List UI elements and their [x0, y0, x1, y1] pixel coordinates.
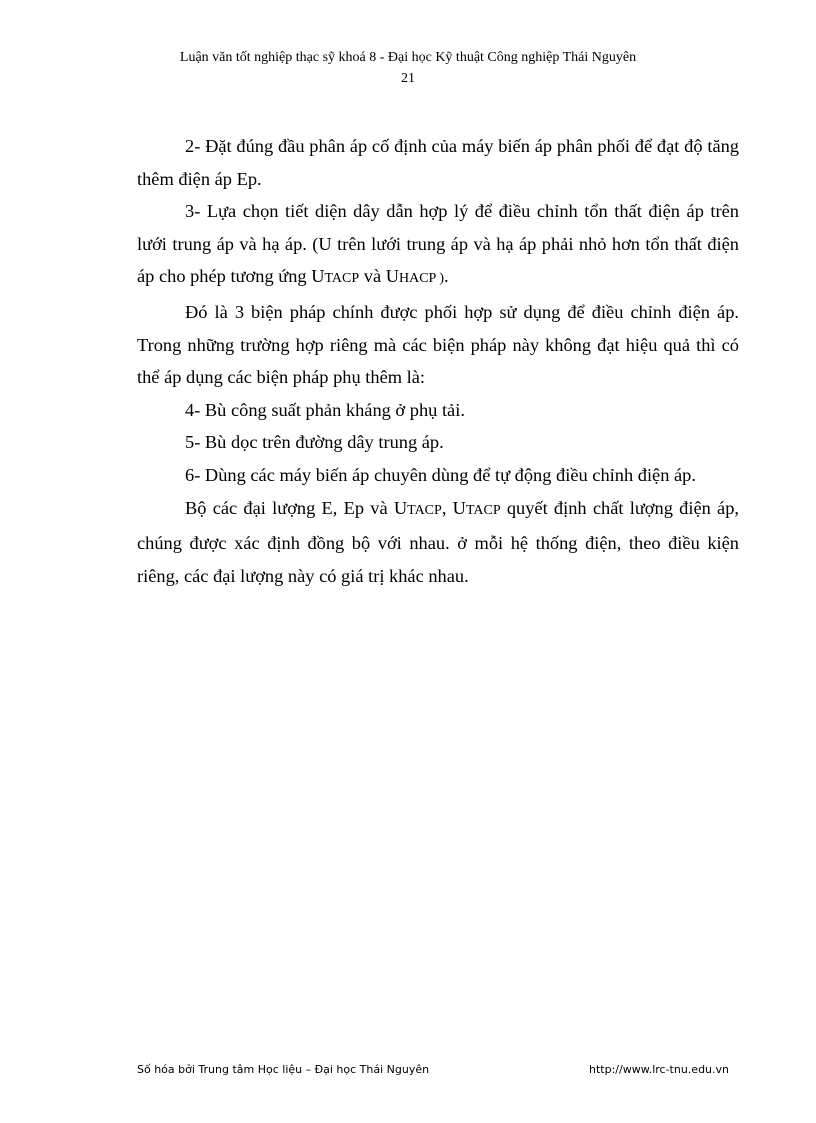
footer-url[interactable]: http://www.lrc-tnu.edu.vn: [589, 1063, 729, 1076]
paragraph-2-end: .: [444, 266, 449, 287]
footer-source: Số hóa bởi Trung tâm Học liệu – Đại học Thái Nguyên: [137, 1063, 430, 1076]
u-subscript: TACP: [407, 502, 442, 518]
u-subscript: TACP: [324, 271, 360, 287]
conjunction: và: [359, 266, 386, 287]
paragraph-7-end: quyết định chất lượng điện áp, chúng được xác định đồng bộ với nhau. ở mỗi hệ thống điện, theo điều kiện riêng, các đại lượng này có giá trị khác nhau.: [137, 497, 739, 586]
paragraph-7: [137, 492, 739, 593]
paragraph-5: 5- Bù dọc trên đường dây trung áp.: [185, 432, 444, 453]
page-number: 21: [401, 71, 415, 86]
page-header: [0, 47, 816, 89]
u-subscript: TACP: [465, 502, 501, 518]
paragraph-1: 2- Đặt đúng đầu phân áp cố định của máy biến áp phân phối để đạt độ tăng thêm điện áp Ep.: [137, 136, 739, 189]
document-body: [137, 130, 739, 592]
header-title: Luận văn tốt nghiệp thạc sỹ khoá 8 - Đại học Kỹ thuật Công nghiệp Thái Nguyên: [179, 50, 637, 65]
separator: ,: [441, 497, 453, 518]
u-symbol: U: [311, 266, 325, 287]
u-symbol: U: [452, 497, 466, 518]
paragraph-2-text: 3- Lựa chọn tiết diện dây dẫn hợp lý để điều chỉnh tổn thất điện áp trên lưới trung áp và hạ áp. (U trên lưới trung áp và hạ áp phải nhỏ hơn tổn thất điện áp cho phép tương ứng: [137, 201, 739, 287]
paragraph-2: [137, 195, 739, 296]
paragraph-4: 4- Bù công suất phản kháng ở phụ tải.: [185, 399, 465, 420]
paragraph-7-start: Bộ các đại lượng E, Ep và: [185, 497, 394, 518]
paragraph-3: Đó là 3 biện pháp chính được phối hợp sử dụng để điều chỉnh điện áp. Trong những trường hợp riêng mà các biện pháp này không đạt hiệu quả thì có thể áp dụng các biện pháp phụ thêm là:: [137, 301, 739, 388]
u-symbol: U: [393, 497, 408, 518]
page-footer: [137, 1063, 729, 1076]
u-symbol: U: [385, 266, 399, 287]
paragraph-6: 6- Dùng các máy biến áp chuyên dùng để tự động điều chỉnh điện áp.: [185, 464, 696, 485]
u-subscript: HACP ): [399, 271, 444, 287]
